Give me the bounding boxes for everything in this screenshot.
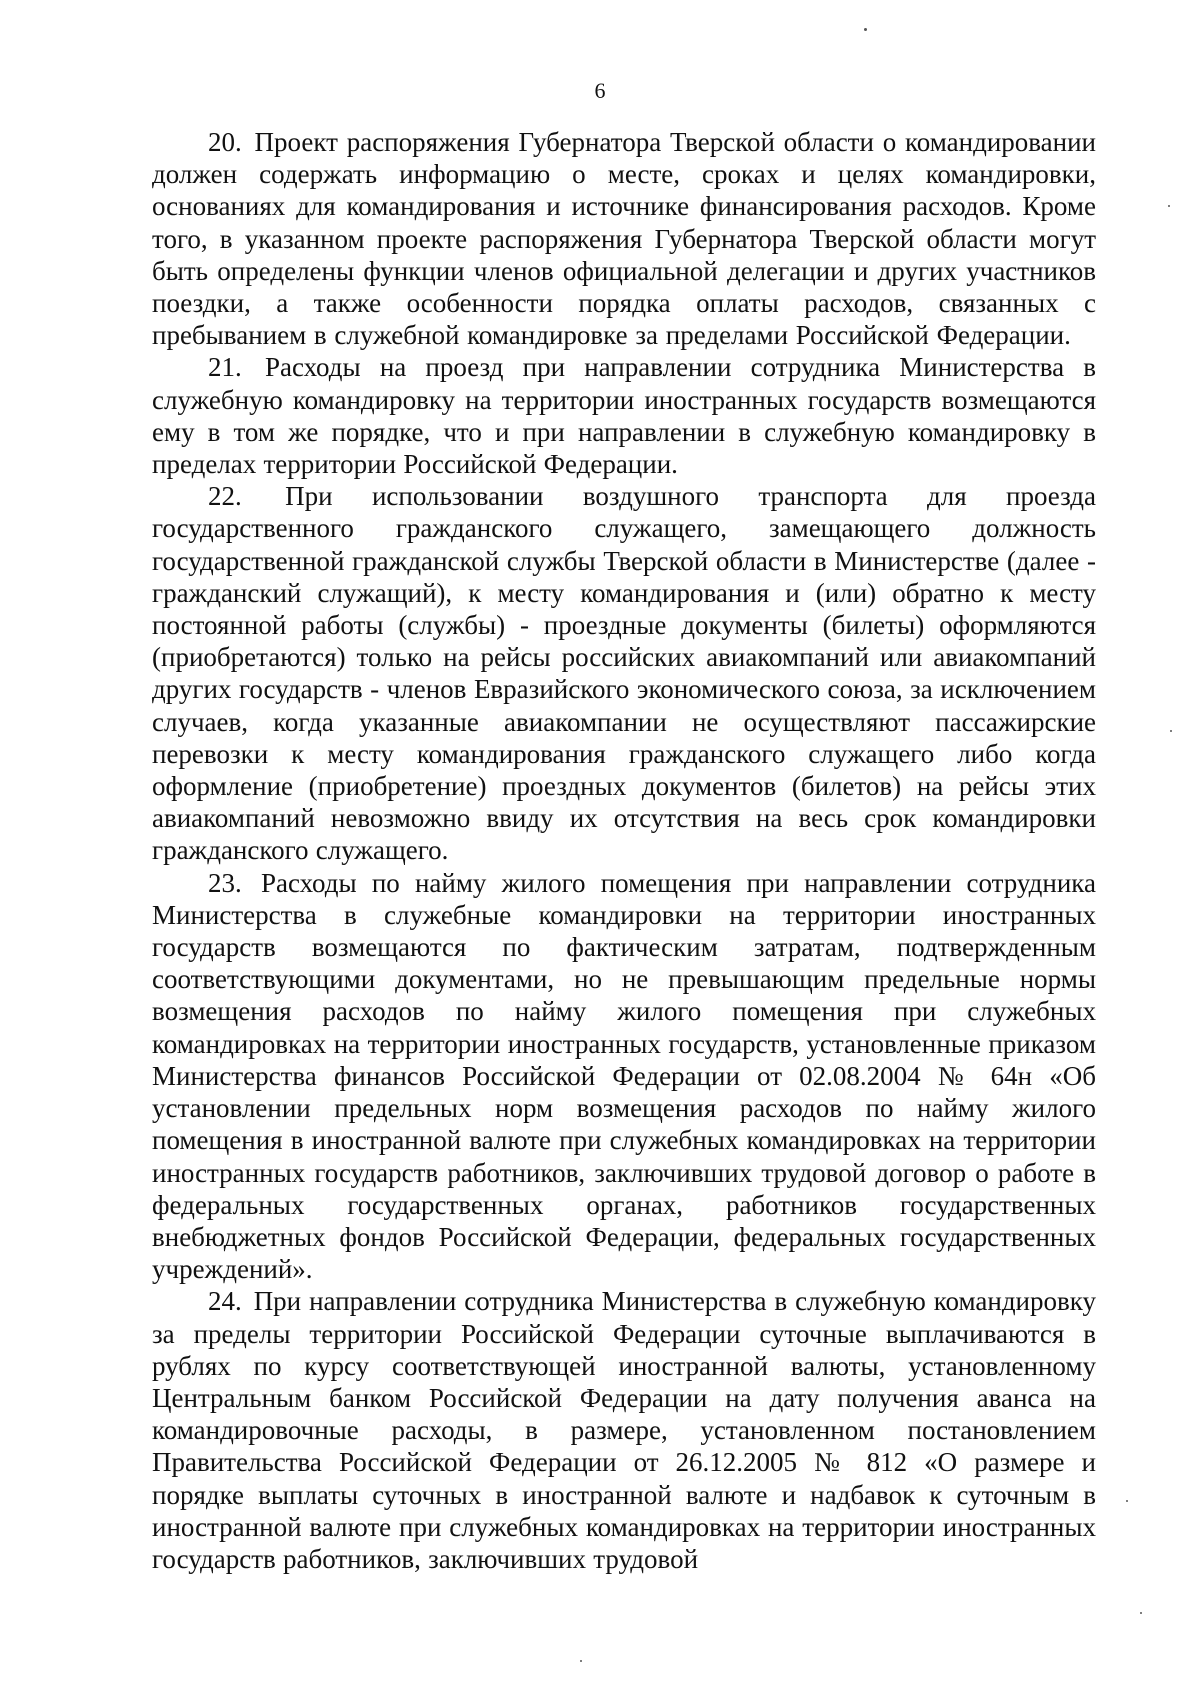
scan-speck <box>864 28 867 31</box>
paragraph-number: 22. <box>208 481 242 512</box>
paragraph-21 <box>152 351 1096 480</box>
paragraph-number: 23. <box>208 867 242 898</box>
scan-speck <box>1126 1500 1128 1502</box>
paragraph-22 <box>152 480 1096 866</box>
paragraph-23 <box>152 867 1096 1286</box>
scan-speck <box>1140 1612 1142 1614</box>
paragraph-text: Расходы на проезд при направлении сотрудника Министерства в служебную командировку на территории иностранных государств возмещаются ему в том же порядке, что и при направлении в служебную командировку в пределах территории Российской Федерации. <box>152 352 1097 480</box>
paragraph-number: 20. <box>208 127 242 157</box>
scan-speck <box>1168 205 1170 207</box>
paragraph-number: 21. <box>208 352 242 383</box>
paragraph-text: При направлении сотрудника Министерства в служебную командировку за пределы территории Российской Федерации суточные выплачиваются в рублях по курсу соответствующей иностранной валюты, установленному Центральным банком Российской Федерации на дату получения аванса на командировочные расходы, в размере, установленном постановлением Правительства Российской Федерации от 26.12.2005 № 812 «О размере и порядке выплаты суточных в иностранной валюте и надбавок к суточным в иностранной валюте при служебных командировках на территории иностранных государств работников, заключивших трудовой <box>152 1286 1096 1574</box>
paragraph-text: Проект распоряжения Губернатора Тверской области о командировании должен содержать информацию о месте, сроках и целях командировки, основаниях для командирования и источнике финансирования расходов. Кроме того, в указанном проекте распоряжения Губернатора Тверской области могут быть определены функции членов официальной делегации и других участников поездки, а также особенности порядка оплаты расходов, связанных с пребыванием в служебной командировке за пределами Российской Федерации. <box>152 127 1096 351</box>
paragraph-text: Расходы по найму жилого помещения при направлении сотрудника Министерства в служебные командировки на территории иностранных государств возмещаются по фактическим затратам, подтвержденным соответствующими документами, но не превышающим предельные нормы возмещения расходов по найму жилого помещения при служебных командировках на территории иностранных государств, установленные приказом Министерства финансов Российской Федерации от 02.08.2004 № 64н «Об установлении предельных норм возмещения расходов по найму жилого помещения в иностранной валюте при служебных командировках на территории иностранных государств работников, заключивших трудовой договор о работе в федеральных государственных органах, работников государственных внебюджетных фондов Российской Федерации, федеральных государственных учреждений». <box>152 867 1096 1285</box>
document-body <box>152 126 1096 1575</box>
scan-speck <box>580 1660 582 1662</box>
paragraph-text: При использовании воздушного транспорта для проезда государственного гражданского служащего, замещающего должность государственной гражданской службы Тверской области в Министерстве (далее - гражданский служащий), к месту командирования и (или) обратно к месту постоянной работы (службы) - проездные документы (билеты) оформляются (приобретаются) только на рейсы российских авиакомпаний или авиакомпаний других государств - членов Евразийского экономического союза, за исключением случаев, когда указанные авиакомпании не осуществляют пассажирские перевозки к месту командирования гражданского служащего либо когда оформление (приобретение) проездных документов (билетов) на рейсы этих авиакомпаний невозможно ввиду их отсутствия на весь срок командировки гражданского служащего. <box>152 481 1096 866</box>
scan-speck <box>1170 730 1172 732</box>
paragraph-20 <box>152 126 1096 351</box>
page-number: 6 <box>594 78 606 103</box>
paragraph-number: 24. <box>208 1286 242 1317</box>
paragraph-24 <box>152 1285 1096 1575</box>
